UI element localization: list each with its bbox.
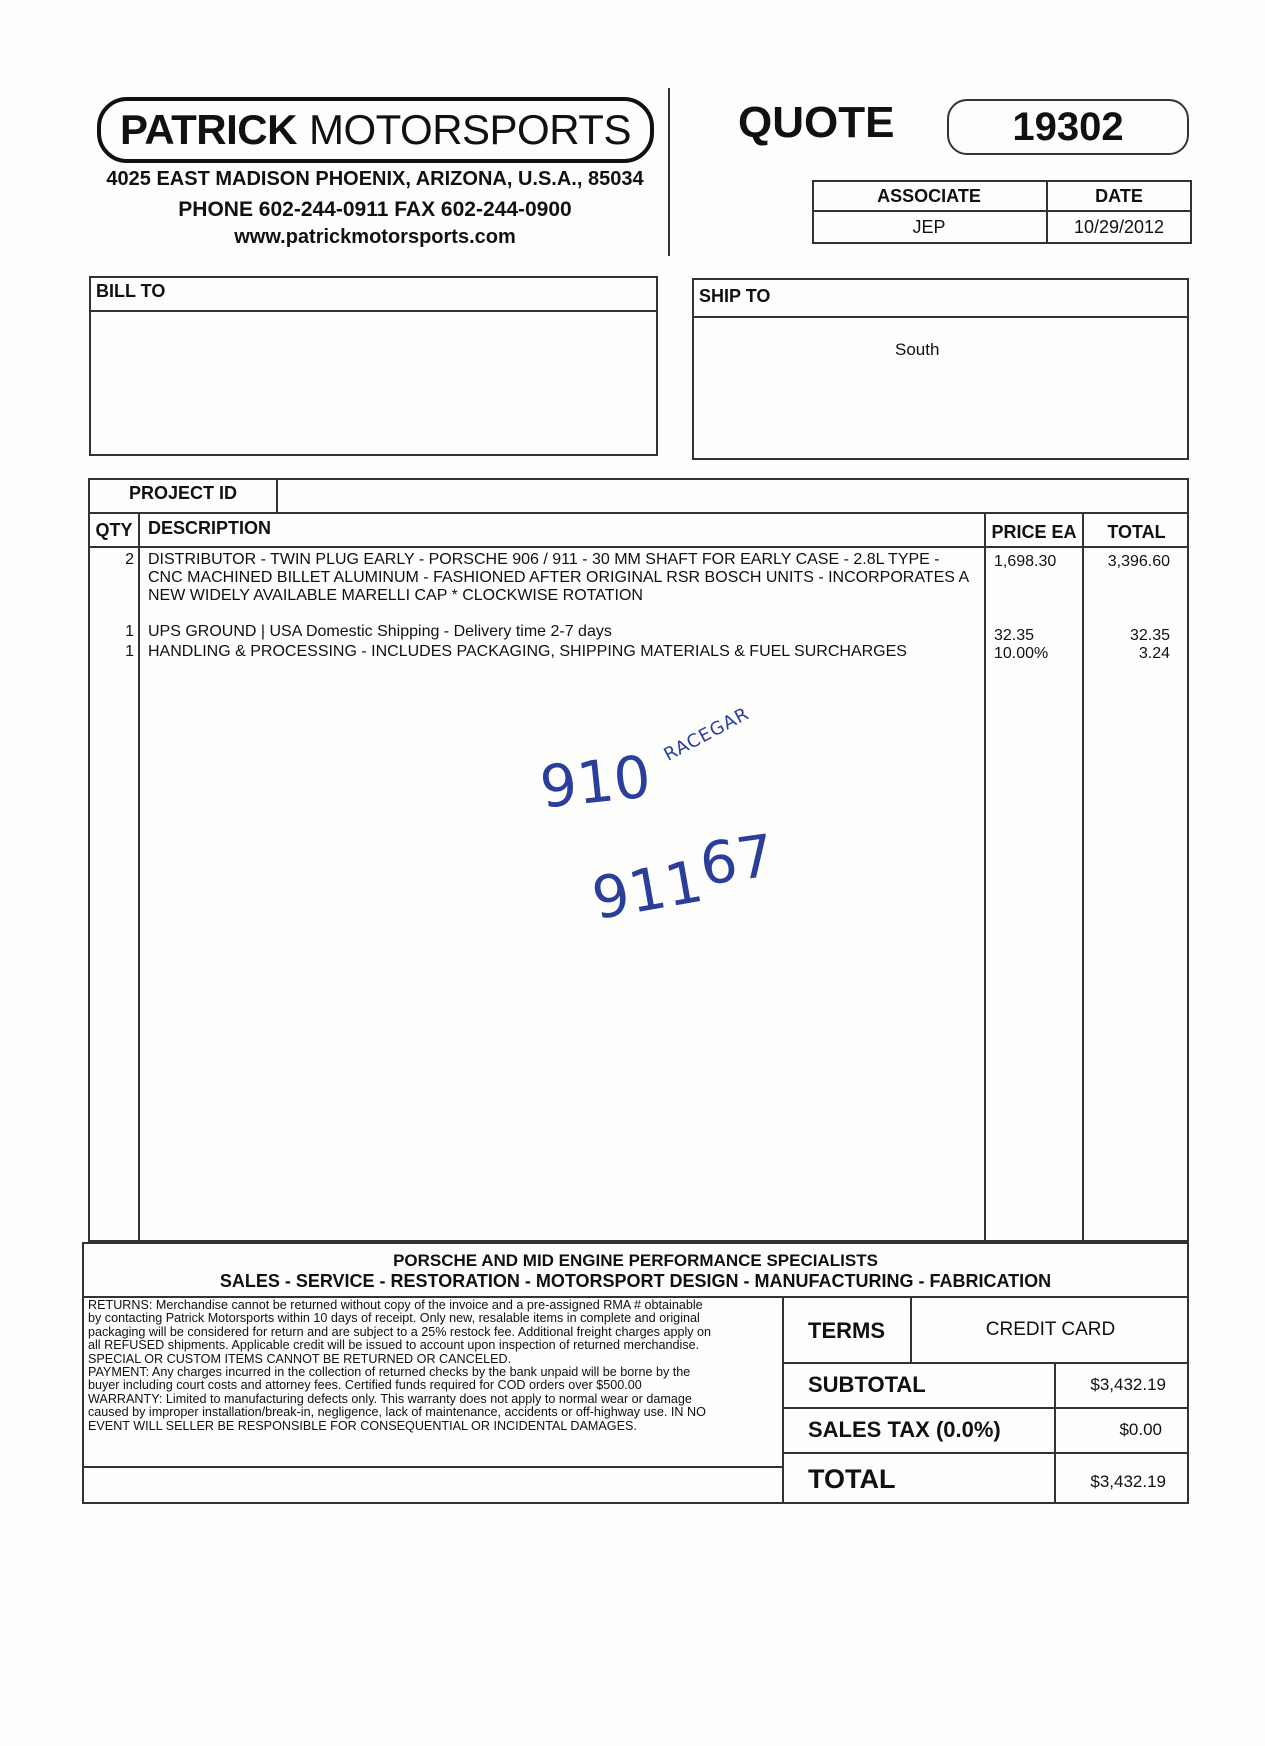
company-phone-fax: PHONE 602-244-0911 FAX 602-244-0900 xyxy=(178,198,572,221)
legal-line: packaging will be considered for return and are subject to a 25% restock fee. Additional freight charges apply on xyxy=(88,1324,712,1339)
price-header: PRICE EA xyxy=(991,521,1077,542)
row-1-qty: 2 xyxy=(125,551,134,568)
legal-line: buyer including court costs and attorney fees. Certified funds required for COD orders over $500.00 xyxy=(88,1378,642,1393)
legal-line: by contacting Patrick Motorsports within 10 days of receipt. Only new, resalable items in complete and original xyxy=(88,1311,700,1326)
terms-value: CREDIT CARD xyxy=(985,1319,1116,1340)
handwriting-racegar: RACEGAR xyxy=(660,703,753,766)
price-column-divider xyxy=(1082,512,1084,1242)
sales-tax-label: SALES TAX (0.0%) xyxy=(808,1417,1001,1442)
legal-line: caused by improper installation/break-in, negligence, lack of maintenance, accidents or off-highway use. IN NO xyxy=(88,1405,706,1420)
date-value: 10/29/2012 xyxy=(1073,216,1165,237)
ship-to-label: SHIP TO xyxy=(699,286,771,306)
bill-to-header-line xyxy=(89,310,658,312)
subtotal-value: $3,432.19 xyxy=(1090,1375,1166,1394)
row-2-desc: UPS GROUND | USA Domestic Shipping - Delivery time 2-7 days xyxy=(148,623,612,640)
qty-column-divider xyxy=(138,512,140,1242)
row-3-price: 10.00% xyxy=(994,645,1049,662)
company-website: www.patrickmotorsports.com xyxy=(234,226,516,248)
legal-line: SPECIAL OR CUSTOM ITEMS CANNOT BE RETURNED OR CANCELED. xyxy=(88,1351,512,1366)
handwriting-67: 67 xyxy=(695,821,779,899)
legal-line: EVENT WILL SELLER BE RESPONSIBLE FOR CONSEQUENTIAL OR INCIDENTAL DAMAGES. xyxy=(88,1418,637,1433)
row-2-total: 32.35 xyxy=(1129,627,1170,644)
handwriting-911: 911 xyxy=(586,846,708,934)
logo-name-bold: PATRICK xyxy=(120,106,297,153)
legal-bottom-line xyxy=(82,1466,782,1468)
bill-to-label: BILL TO xyxy=(96,281,166,301)
qty-header: QTY xyxy=(95,519,133,540)
ship-to-header-line xyxy=(692,316,1189,318)
description-header: DESCRIPTION xyxy=(148,518,272,538)
row-3-desc: HANDLING & PROCESSING - INCLUDES PACKAGING, SHIPPING MATERIALS & FUEL SURCHARGES xyxy=(148,643,907,660)
row-1-total: 3,396.60 xyxy=(1107,553,1170,570)
row-1-desc-line-1: DISTRIBUTOR - TWIN PLUG EARLY - PORSCHE 906 / 911 - 30 MM SHAFT FOR EARLY CASE - 2.8L TYPE - xyxy=(148,551,940,568)
footer-tagline-2: SALES - SERVICE - RESTORATION - MOTORSPORT DESIGN - MANUFACTURING - FABRICATION xyxy=(219,1271,1052,1291)
terms-line xyxy=(782,1362,1189,1364)
quote-label: QUOTE xyxy=(738,98,895,147)
footer-tagline-1: PORSCHE AND MID ENGINE PERFORMANCE SPECIALISTS xyxy=(393,1251,878,1270)
description-column-divider xyxy=(984,512,986,1242)
subtotal-label: SUBTOTAL xyxy=(808,1372,926,1397)
handwriting-910: 910 xyxy=(536,742,654,822)
row-1-price: 1,698.30 xyxy=(994,553,1057,570)
row-2-qty: 1 xyxy=(125,623,134,640)
legal-line: all REFUSED shipments. Applicable credit will be issued to account upon inspection of returned merchandise. xyxy=(88,1338,700,1353)
row-3-qty: 1 xyxy=(125,643,134,660)
terms-label: TERMS xyxy=(808,1318,885,1343)
row-1-desc-line-2: CNC MACHINED BILLET ALUMINUM - FASHIONED AFTER ORIGINAL RSR BOSCH UNITS - INCORPORATES A xyxy=(148,569,970,586)
row-3-total: 3.24 xyxy=(1138,645,1170,662)
company-address: 4025 EAST MADISON PHOENIX, ARIZONA, U.S.A., 85034 xyxy=(106,168,644,190)
bill-to-box xyxy=(89,276,658,456)
grand-total-value: $3,432.19 xyxy=(1090,1472,1166,1491)
logo-name-light: MOTORSPORTS xyxy=(308,106,631,153)
project-line xyxy=(88,512,1189,514)
grand-total-label: TOTAL xyxy=(808,1464,896,1494)
project-id-label: PROJECT ID xyxy=(129,483,238,503)
row-2-price: 32.35 xyxy=(994,627,1035,644)
tax-line xyxy=(782,1452,1189,1454)
legal-line: RETURNS: Merchandise cannot be returned without copy of the invoice and a pre-assigned RMA # obtainable xyxy=(88,1298,703,1312)
legal-line: PAYMENT: Any charges incurred in the collection of returned checks by the bank unpaid will be borne by the xyxy=(88,1365,691,1380)
total-header: TOTAL xyxy=(1107,521,1166,542)
associate-label: ASSOCIATE xyxy=(877,185,981,206)
sales-tax-value: $0.00 xyxy=(1119,1420,1162,1439)
company-logo xyxy=(97,97,654,163)
quote-number: 19302 xyxy=(947,99,1189,155)
summary-left-divider xyxy=(782,1296,784,1504)
legal-line: WARRANTY: Limited to manufacturing defects only. This warranty does not apply to normal wear or damage xyxy=(88,1391,692,1406)
header-divider xyxy=(668,88,670,256)
legal-text xyxy=(88,1299,780,1433)
date-label: DATE xyxy=(1095,185,1143,206)
subtotal-line xyxy=(782,1407,1189,1409)
ship-to-line: South xyxy=(895,340,940,359)
associate-value: JEP xyxy=(912,216,946,237)
row-1-desc-line-3: NEW WIDELY AVAILABLE MARELLI CAP * CLOCKWISE ROTATION xyxy=(148,587,643,604)
project-divider xyxy=(276,478,278,512)
